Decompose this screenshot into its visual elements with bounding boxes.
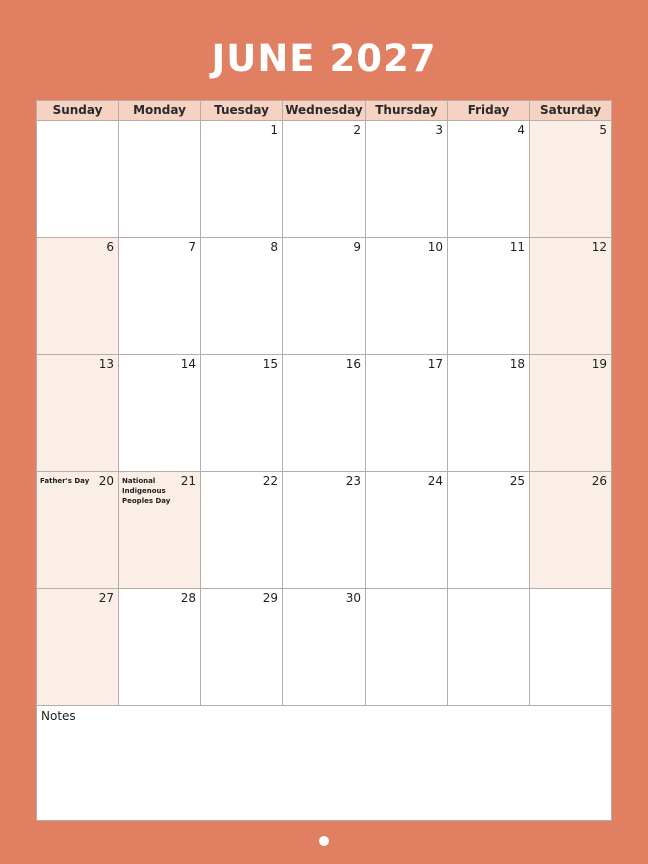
day-cell[interactable] bbox=[119, 589, 201, 705]
day-cell[interactable] bbox=[119, 355, 201, 471]
day-number: 20 bbox=[98, 474, 114, 488]
weekday-friday: Friday bbox=[448, 101, 530, 120]
day-number: 3 bbox=[435, 123, 443, 137]
week-row bbox=[37, 589, 611, 706]
calendar-grid bbox=[36, 100, 612, 821]
holiday-label: National Indigenous Peoples Day bbox=[122, 477, 171, 505]
day-number: 28 bbox=[180, 591, 196, 605]
day-cell[interactable] bbox=[366, 589, 448, 705]
day-cell[interactable] bbox=[283, 121, 366, 237]
day-cell[interactable] bbox=[530, 472, 611, 588]
day-number: 2 bbox=[353, 123, 361, 137]
day-cell[interactable] bbox=[448, 238, 530, 354]
weekday-tuesday: Tuesday bbox=[201, 101, 283, 120]
week-row bbox=[37, 355, 611, 472]
day-number: 7 bbox=[188, 240, 196, 254]
day-number: 25 bbox=[509, 474, 525, 488]
day-cell[interactable] bbox=[119, 121, 201, 237]
holiday-label: Father's Day bbox=[40, 477, 90, 485]
day-cell[interactable] bbox=[448, 589, 530, 705]
day-number: 16 bbox=[345, 357, 361, 371]
day-cell[interactable] bbox=[366, 355, 448, 471]
weekday-thursday: Thursday bbox=[366, 101, 448, 120]
day-cell[interactable] bbox=[37, 238, 119, 354]
day-number: 1 bbox=[270, 123, 278, 137]
day-cell[interactable] bbox=[283, 355, 366, 471]
notes-label: Notes bbox=[41, 709, 76, 723]
day-cell[interactable] bbox=[201, 589, 283, 705]
day-cell[interactable] bbox=[201, 472, 283, 588]
weekday-sunday: Sunday bbox=[37, 101, 119, 120]
weekday-wednesday: Wednesday bbox=[283, 101, 366, 120]
day-number: 23 bbox=[345, 474, 361, 488]
day-cell[interactable] bbox=[37, 589, 119, 705]
day-cell[interactable] bbox=[366, 121, 448, 237]
week-row bbox=[37, 121, 611, 238]
week-row bbox=[37, 472, 611, 589]
notes-area[interactable] bbox=[37, 706, 611, 820]
page-indicator-dot bbox=[319, 836, 329, 846]
day-number: 24 bbox=[427, 474, 443, 488]
day-number: 6 bbox=[106, 240, 114, 254]
day-cell[interactable] bbox=[119, 238, 201, 354]
day-cell[interactable] bbox=[37, 472, 119, 588]
week-row bbox=[37, 238, 611, 355]
day-cell[interactable] bbox=[530, 589, 611, 705]
day-cell[interactable] bbox=[530, 238, 611, 354]
day-number: 30 bbox=[345, 591, 361, 605]
day-cell[interactable] bbox=[448, 355, 530, 471]
day-number: 14 bbox=[180, 357, 196, 371]
page-title: JUNE 2027 bbox=[211, 37, 437, 80]
day-cell[interactable] bbox=[366, 472, 448, 588]
day-number: 12 bbox=[591, 240, 607, 254]
weekday-saturday: Saturday bbox=[539, 103, 602, 117]
day-cell[interactable] bbox=[37, 355, 119, 471]
day-cell[interactable] bbox=[448, 472, 530, 588]
day-number: 9 bbox=[353, 240, 361, 254]
day-number: 5 bbox=[599, 123, 607, 137]
day-number: 8 bbox=[270, 240, 278, 254]
day-number: 4 bbox=[517, 123, 525, 137]
day-cell[interactable] bbox=[37, 121, 119, 237]
day-cell[interactable] bbox=[201, 355, 283, 471]
day-number: 29 bbox=[262, 591, 278, 605]
day-number: 19 bbox=[591, 357, 607, 371]
day-number: 18 bbox=[509, 357, 525, 371]
day-number: 27 bbox=[98, 591, 114, 605]
day-number: 13 bbox=[98, 357, 114, 371]
day-number: 21 bbox=[180, 474, 196, 488]
day-cell[interactable] bbox=[530, 121, 611, 237]
day-number: 11 bbox=[509, 240, 525, 254]
day-cell[interactable] bbox=[201, 121, 283, 237]
weekday-header-row bbox=[37, 101, 611, 121]
day-cell[interactable] bbox=[283, 472, 366, 588]
day-cell[interactable] bbox=[283, 589, 366, 705]
day-cell[interactable] bbox=[201, 238, 283, 354]
day-cell[interactable] bbox=[530, 355, 611, 471]
day-number: 26 bbox=[591, 474, 607, 488]
day-cell[interactable] bbox=[366, 238, 448, 354]
day-cell[interactable] bbox=[283, 238, 366, 354]
day-cell[interactable] bbox=[119, 472, 201, 588]
day-cell[interactable] bbox=[448, 121, 530, 237]
day-number: 15 bbox=[262, 357, 278, 371]
day-grid bbox=[37, 121, 611, 706]
day-number: 22 bbox=[262, 474, 278, 488]
day-number: 10 bbox=[427, 240, 443, 254]
weekday-monday: Monday bbox=[119, 101, 201, 120]
day-number: 17 bbox=[427, 357, 443, 371]
